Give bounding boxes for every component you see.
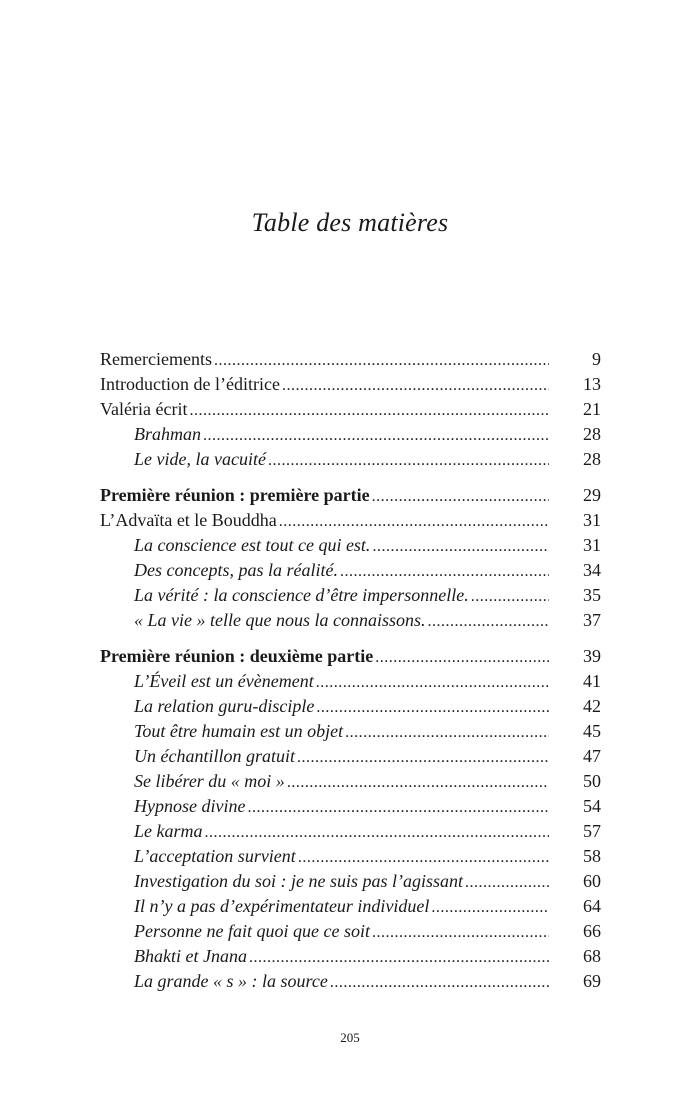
toc-entry-page: 57 <box>583 821 601 841</box>
toc-entry-eveil[interactable] <box>100 669 601 694</box>
toc-entry-advaita-bouddha[interactable] <box>100 508 601 533</box>
toc-entry-label: Hypnose divine <box>134 796 246 816</box>
toc-entry-page: 41 <box>583 671 601 691</box>
toc-entry-des-concepts[interactable] <box>100 558 601 583</box>
dot-leader <box>465 870 549 895</box>
toc-entry-page: 54 <box>583 796 601 816</box>
dot-leader <box>203 423 549 448</box>
toc-entry-le-vide[interactable] <box>100 447 601 472</box>
toc-entry-page: 47 <box>583 746 601 766</box>
toc-entry-la-vie[interactable] <box>100 608 601 633</box>
toc-entry-page: 58 <box>583 846 601 866</box>
toc-entry-label: Brahman <box>134 424 201 444</box>
toc-entry-premiere-reunion-2[interactable] <box>100 644 601 669</box>
toc-entry-la-conscience[interactable] <box>100 533 601 558</box>
toc-entry-introduction[interactable] <box>100 372 601 397</box>
toc-entry-page: 42 <box>583 696 601 716</box>
toc-entry-page: 66 <box>583 921 601 941</box>
dot-leader <box>282 373 549 398</box>
dot-leader <box>298 845 549 870</box>
toc-entry-label: Personne ne fait quoi que ce soit <box>134 921 370 941</box>
dot-leader <box>247 795 549 820</box>
toc-entry-label: L’Advaïta et le Bouddha <box>100 510 277 530</box>
toc-entry-valeria-ecrit[interactable] <box>100 397 601 422</box>
dot-leader <box>205 820 550 845</box>
dot-leader <box>287 770 549 795</box>
toc-entry-label: La conscience est tout ce qui est. <box>134 535 371 555</box>
dot-leader <box>214 348 549 373</box>
toc-entry-label: Remerciements <box>100 349 212 369</box>
toc-entry-label: Investigation du soi : je ne suis pas l’agissant <box>134 871 463 891</box>
dot-leader <box>330 970 549 995</box>
dot-leader <box>268 448 549 473</box>
toc-entry-guru-disciple[interactable] <box>100 694 601 719</box>
toc-entry-label: Bhakti et Jnana <box>134 946 247 966</box>
dot-leader <box>372 534 549 559</box>
toc-entry-label: Un échantillon gratuit <box>134 746 295 766</box>
dot-leader <box>316 670 549 695</box>
toc-entry-label: La relation guru-disciple <box>134 696 315 716</box>
dot-leader <box>471 584 549 609</box>
dot-leader <box>340 559 549 584</box>
toc-entry-label: Le vide, la vacuité <box>134 449 266 469</box>
toc-entry-page: 68 <box>583 946 601 966</box>
table-of-contents <box>100 347 601 994</box>
page-number: 205 <box>340 1030 360 1045</box>
toc-entry-page: 31 <box>583 535 601 555</box>
toc-entry-label: Il n’y a pas d’expérimentateur individuel <box>134 896 430 916</box>
toc-entry-page: 29 <box>583 485 601 505</box>
toc-entry-page: 28 <box>583 449 601 469</box>
toc-entry-experimentateur[interactable] <box>100 894 601 919</box>
toc-entry-page: 9 <box>592 349 601 369</box>
page-title: Table des matières <box>251 208 449 237</box>
dot-leader <box>375 645 549 670</box>
toc-entry-page: 13 <box>583 374 601 394</box>
toc-entry-label: Introduction de l’éditrice <box>100 374 280 394</box>
toc-entry-karma[interactable] <box>100 819 601 844</box>
toc-entry-page: 35 <box>583 585 601 605</box>
toc-entry-la-verite[interactable] <box>100 583 601 608</box>
toc-entry-premiere-reunion-1[interactable] <box>100 483 601 508</box>
toc-entry-label: « La vie » telle que nous la connaissons. <box>134 610 426 630</box>
toc-entry-label: La vérité : la conscience d’être impersonnelle. <box>134 585 469 605</box>
toc-entry-page: 34 <box>583 560 601 580</box>
toc-entry-bhakti[interactable] <box>100 944 601 969</box>
dot-leader <box>297 745 549 770</box>
toc-entry-page: 28 <box>583 424 601 444</box>
toc-entry-label: Se libérer du « moi » <box>134 771 285 791</box>
toc-entry-label: L’Éveil est un évènement <box>134 671 314 691</box>
dot-leader <box>345 720 549 745</box>
toc-entry-brahman[interactable] <box>100 422 601 447</box>
toc-entry-label: Tout être humain est un objet <box>134 721 344 741</box>
dot-leader <box>431 895 549 920</box>
toc-entry-se-liberer[interactable] <box>100 769 601 794</box>
dot-leader <box>316 695 549 720</box>
toc-entry-echantillon[interactable] <box>100 744 601 769</box>
dot-leader <box>249 945 549 970</box>
toc-entry-etre-humain[interactable] <box>100 719 601 744</box>
toc-entry-label: Le karma <box>134 821 203 841</box>
toc-entry-label: Des concepts, pas la réalité. <box>134 560 338 580</box>
toc-entry-personne[interactable] <box>100 919 601 944</box>
toc-entry-investigation[interactable] <box>100 869 601 894</box>
toc-entry-label: La grande « s » : la source <box>134 971 328 991</box>
toc-entry-page: 37 <box>583 610 601 630</box>
dot-leader <box>427 609 549 634</box>
toc-entry-page: 64 <box>583 896 601 916</box>
toc-entry-label: Première réunion : première partie <box>100 485 370 505</box>
toc-entry-page: 69 <box>583 971 601 991</box>
toc-entry-remerciements[interactable] <box>100 347 601 372</box>
toc-entry-page: 31 <box>583 510 601 530</box>
toc-entry-label: Première réunion : deuxième partie <box>100 646 374 666</box>
toc-entry-acceptation[interactable] <box>100 844 601 869</box>
toc-entry-page: 21 <box>583 399 601 419</box>
dot-leader <box>189 398 549 423</box>
dot-leader <box>372 484 549 509</box>
toc-entry-label: L’acceptation survient <box>134 846 296 866</box>
toc-entry-la-grande-s[interactable] <box>100 969 601 994</box>
dot-leader <box>279 509 549 534</box>
toc-entry-hypnose[interactable] <box>100 794 601 819</box>
toc-entry-page: 50 <box>583 771 601 791</box>
dot-leader <box>372 920 549 945</box>
toc-entry-page: 39 <box>583 646 601 666</box>
toc-entry-page: 45 <box>583 721 601 741</box>
toc-entry-page: 60 <box>583 871 601 891</box>
toc-entry-label: Valéria écrit <box>100 399 188 419</box>
